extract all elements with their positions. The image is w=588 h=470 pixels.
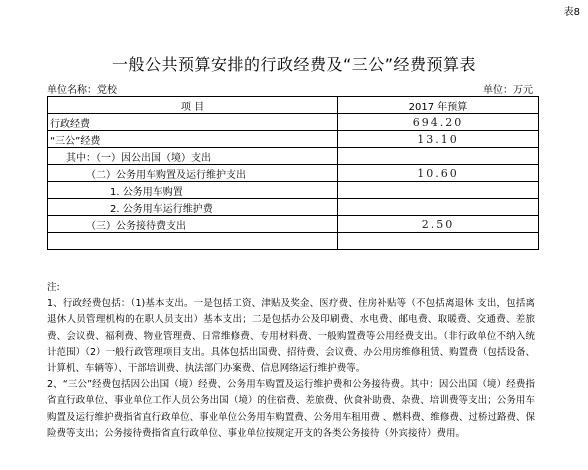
notes-paragraph-1: 1、行政经费包括：（1)基本支出。一是包括工资、津贴及奖金、医疗费、住房补贴等（不包括离退休 支出，包括离退休人员管理机构的在职人员支出）基本支出；二是包括办公及印刷费、水电费、邮电费、取暖费、交通费、差旅费、会议费、福利费、物业管理费、日常维修费、专用材料费、一般购置费等公用经费支出。（非行政单位不纳入统计范围）（2）一般行政管理项目支出。具体包括出国费、招待费、会议费、办公用房维修租赁、购置费（包括设备、计算机、车辆等）、干部培训费、执法部门办案费、信息网络运行维护费等。 xyxy=(47,298,535,375)
table-header-row xyxy=(48,97,539,114)
row-label: 2. 公务用车运行维护费 xyxy=(48,199,338,216)
column-header-item: 项 目 xyxy=(48,97,338,114)
row-value xyxy=(338,182,539,199)
notes-label: 注: xyxy=(47,282,60,293)
row-label: “三公”经费 xyxy=(48,131,338,148)
row-value xyxy=(338,233,539,250)
row-label xyxy=(48,233,338,250)
table-row xyxy=(48,182,539,199)
row-label: （三）公务接待费支出 xyxy=(48,216,338,233)
row-label: 其中：（一）因公出国（境）支出 xyxy=(48,148,338,165)
budget-table xyxy=(47,96,539,250)
row-value: 2.50 xyxy=(338,216,539,233)
row-label: 1. 公务用车购置 xyxy=(48,182,338,199)
table-row xyxy=(48,233,539,250)
table-row xyxy=(48,131,539,148)
unit-name: 单位名称：党校 xyxy=(47,85,117,96)
page-title: 一般公共预算安排的行政经费及“三公”经费预算表 xyxy=(111,55,477,74)
row-value xyxy=(338,148,539,165)
table-row xyxy=(48,165,539,182)
row-label: （二）公务用车购置及运行维护支出 xyxy=(48,165,338,182)
table-row xyxy=(48,199,539,216)
row-value: 10.60 xyxy=(338,165,539,182)
row-value xyxy=(338,199,539,216)
table-row xyxy=(48,114,539,131)
table-tag: 表8 xyxy=(563,7,580,18)
notes-section xyxy=(47,280,535,442)
row-label: 行政经费 xyxy=(48,114,338,131)
unit-label: 单位：万元 xyxy=(483,85,533,96)
notes-paragraph-2: 2、“三公”经费包括因公出国（境）经费、公务用车购置及运行维护费和公务接待费。其中：因公出国（境）经费指省直行政单位、事业单位工作人员公务出国（境）的住宿费、差旅费、伙食补助费、杂费、培训费等支出；公务用车购置及运行维护费指省直行政单位、事业单位公务用车购置费、公务用车租用费 、燃料费、维修费、过桥过路费、保险费等支出；公务接待费指省直行政单位、事业单位按规定开支的各类公务接待（外宾接待）费用。 xyxy=(47,379,535,439)
table-row xyxy=(48,148,539,165)
row-value: 694.20 xyxy=(338,114,539,131)
table-row xyxy=(48,216,539,233)
column-header-budget: 2017 年预算 xyxy=(338,97,539,114)
row-value: 13.10 xyxy=(338,131,539,148)
